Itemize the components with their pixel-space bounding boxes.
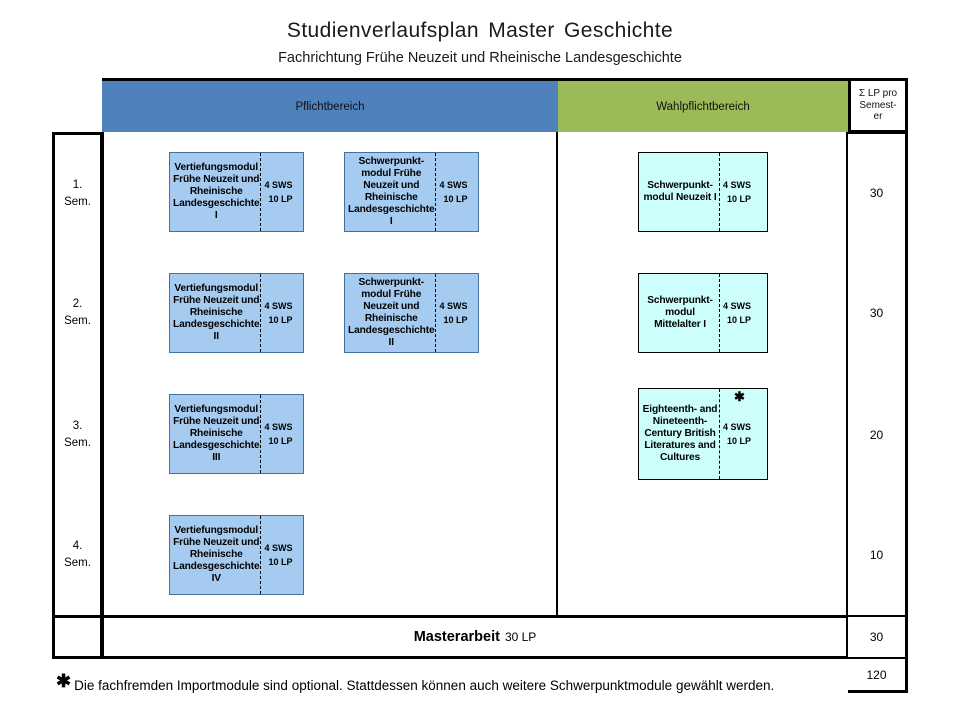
cell-wahlpflicht-semester-1 bbox=[558, 132, 848, 252]
module-lp: 10 LP bbox=[727, 436, 752, 446]
semester-3-line1: 3. bbox=[72, 419, 83, 432]
page-title: Studienverlaufsplan Master Geschichte bbox=[286, 19, 674, 42]
module-lp: 10 LP bbox=[268, 194, 293, 204]
header-sum-lp-line3: er bbox=[873, 111, 883, 123]
asterisk-icon: ✱ bbox=[734, 389, 745, 404]
title-block bbox=[0, 18, 960, 68]
header-sum-lp-line1: Σ LP pro bbox=[858, 88, 898, 100]
module-sws: 4 SWS bbox=[723, 421, 752, 432]
module-sws: 4 SWS bbox=[723, 179, 752, 190]
module-schwerpunktmodul-mittelalter-1[interactable] bbox=[638, 273, 768, 353]
header-sum-lp-line2: Semest- bbox=[859, 99, 897, 111]
masterarbeit-row bbox=[102, 615, 848, 659]
module-vertiefungsmodul-3[interactable] bbox=[169, 394, 304, 474]
module-sws: 4 SWS bbox=[439, 179, 468, 190]
semester-4-line1: 4. bbox=[72, 540, 83, 553]
module-sws: 4 SWS bbox=[264, 300, 293, 311]
sum-lp-masterarbeit bbox=[848, 615, 908, 659]
semester-1-line1: 1. bbox=[72, 178, 83, 191]
module-title: Vertiefungsmodul Frühe Neuzeit und Rheinische Landesgeschichte I bbox=[173, 161, 260, 222]
module-title: Schwerpunkt-modul Frühe Neuzeit und Rheinische Landesgeschichte I bbox=[348, 155, 435, 228]
sum-lp-total bbox=[848, 659, 908, 693]
module-lp: 10 LP bbox=[443, 194, 468, 204]
module-lp: 10 LP bbox=[268, 315, 293, 325]
cell-wahlpflicht-semester-4 bbox=[558, 495, 848, 615]
sum-lp-value: 20 bbox=[869, 427, 884, 442]
header-wahlpflichtbereich bbox=[558, 78, 848, 132]
semester-label-4 bbox=[52, 495, 102, 615]
module-schwerpunktmodul-1[interactable] bbox=[344, 152, 479, 232]
module-sws: 4 SWS bbox=[264, 179, 293, 190]
sum-lp-semester-4 bbox=[848, 495, 908, 615]
footnote-text: Die fachfremden Importmodule sind optional. Stattdessen können auch weitere Schwerpunktmodule gewählt werden. bbox=[74, 678, 775, 693]
semester-label-2 bbox=[52, 252, 102, 374]
header-wahlpflichtbereich-label: Wahlpflichtbereich bbox=[656, 100, 750, 113]
module-title: Schwerpunkt-modul Mittelalter I bbox=[647, 294, 713, 331]
asterisk-icon: ✱ bbox=[56, 671, 72, 691]
module-lp: 10 LP bbox=[727, 194, 752, 204]
module-title: Eighteenth- and Nineteenth-Century British Literatures and Cultures bbox=[642, 403, 718, 464]
cell-pflicht-semester-3 bbox=[102, 374, 558, 495]
header-sum-lp bbox=[848, 78, 908, 132]
page-subtitle: Fachrichtung Frühe Neuzeit und Rheinische Landesgeschichte bbox=[278, 50, 682, 67]
semester-3-line2: Sem. bbox=[64, 436, 91, 449]
module-schwerpunktmodul-2[interactable] bbox=[344, 273, 479, 353]
cell-pflicht-semester-4 bbox=[102, 495, 558, 615]
header-pflichtbereich-label: Pflichtbereich bbox=[295, 100, 365, 113]
footnote bbox=[56, 672, 846, 695]
header-pflichtbereich bbox=[102, 78, 558, 132]
module-title: Vertiefungsmodul Frühe Neuzeit und Rheinische Landesgeschichte IV bbox=[173, 524, 260, 585]
module-sws: 4 SWS bbox=[264, 542, 293, 553]
module-lp: 10 LP bbox=[727, 315, 752, 325]
semester-label-1 bbox=[52, 132, 102, 252]
module-lp: 10 LP bbox=[443, 315, 468, 325]
module-lp: 10 LP bbox=[268, 436, 293, 446]
module-vertiefungsmodul-4[interactable] bbox=[169, 515, 304, 595]
cell-pflicht-semester-1 bbox=[102, 132, 558, 252]
sum-lp-value: 30 bbox=[869, 186, 884, 200]
masterarbeit-label: Masterarbeit bbox=[413, 629, 500, 645]
module-title: Vertiefungsmodul Frühe Neuzeit und Rheinische Landesgeschichte II bbox=[173, 282, 260, 343]
module-vertiefungsmodul-2[interactable] bbox=[169, 273, 304, 353]
sum-lp-total-value: 120 bbox=[866, 667, 887, 682]
semester-2-line2: Sem. bbox=[64, 315, 91, 327]
module-sws: 4 SWS bbox=[439, 300, 468, 311]
module-schwerpunktmodul-neuzeit-1[interactable] bbox=[638, 152, 768, 232]
semester-4-line2: Sem. bbox=[64, 557, 91, 569]
sum-lp-value: 10 bbox=[869, 548, 884, 562]
module-title: Schwerpunkt-modul Frühe Neuzeit und Rheinische Landesgeschichte II bbox=[348, 276, 435, 349]
module-title: Vertiefungsmodul Frühe Neuzeit und Rheinische Landesgeschichte III bbox=[173, 403, 260, 464]
sum-lp-value: 30 bbox=[869, 306, 884, 320]
module-lp: 10 LP bbox=[268, 557, 293, 567]
module-sws: 4 SWS bbox=[723, 300, 752, 311]
sum-lp-semester-1 bbox=[848, 132, 908, 252]
semester-column-footer bbox=[52, 615, 102, 659]
module-eighteenth-nineteenth-century-british[interactable] bbox=[638, 388, 768, 480]
module-title: Schwerpunkt-modul Neuzeit I bbox=[643, 179, 717, 203]
masterarbeit-lp: 30 LP bbox=[504, 630, 537, 644]
sum-lp-semester-3 bbox=[848, 374, 908, 495]
sum-lp-semester-2 bbox=[848, 252, 908, 374]
cell-pflicht-semester-2 bbox=[102, 252, 558, 374]
cell-wahlpflicht-semester-2 bbox=[558, 252, 848, 374]
semester-2-line1: 2. bbox=[72, 298, 83, 311]
semester-label-3 bbox=[52, 374, 102, 495]
module-sws: 4 SWS bbox=[264, 421, 293, 432]
cell-wahlpflicht-semester-3 bbox=[558, 374, 848, 495]
sum-lp-value: 30 bbox=[869, 630, 884, 644]
semester-1-line2: Sem. bbox=[64, 195, 91, 208]
module-vertiefungsmodul-1[interactable] bbox=[169, 152, 304, 232]
